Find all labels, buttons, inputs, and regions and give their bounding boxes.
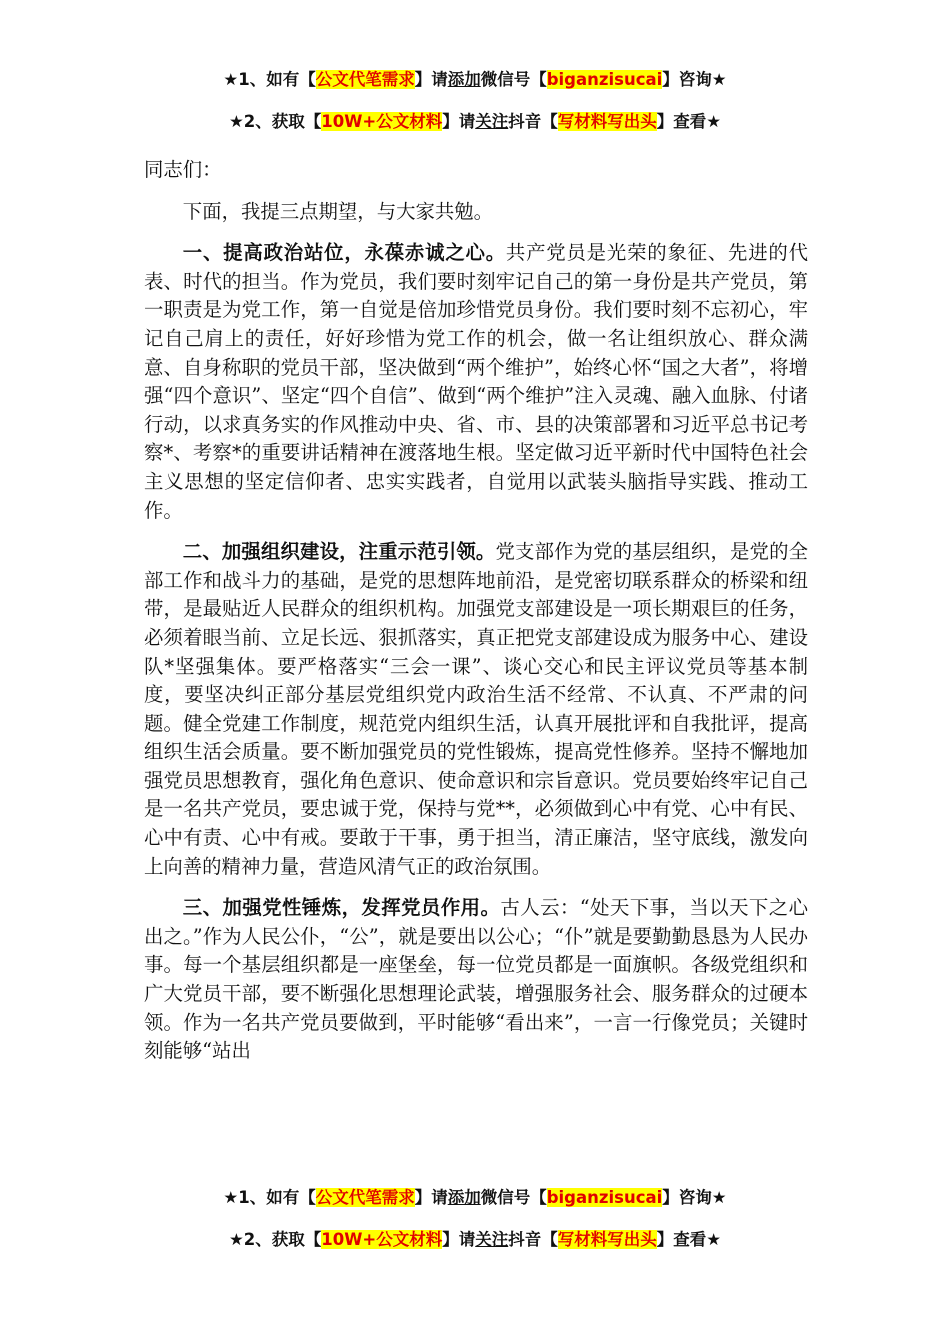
footer-ad-line-1 [0, 1186, 950, 1210]
section-3-text: 古人云：“处天下事，当以天下之心出之。”作为人民公仆，“公”，就是要出以公心；“仆”就是要勤勤恳恳为人民办事。每一个基层组织都是一座堡垒，每一位党员都是一面旗帜。各级党组织和广大党员干部，要不断强化思想理论武装，增强服务社会、服务群众的过硬本领。作为一名共产党员要做到，平时能够“看出来”，一言一行像党员；关键时刻能够“站出 [144, 896, 809, 1063]
section-2-heading: 二、加强组织建设，注重示范引领。 [182, 540, 496, 564]
footer-line2-start: ★2、获取【 [228, 1230, 322, 1249]
footer-line1-please: 】请 [414, 1188, 448, 1207]
header-line1-highlight-wechat-id: biganzisucai [546, 70, 663, 89]
section-1-heading: 一、提高政治站位，永葆赤诚之心。 [182, 241, 506, 265]
footer-line1-end: 】咨询★ [662, 1188, 727, 1207]
footer-line1-add: 添加 [447, 1188, 481, 1207]
header-ad-line-1 [0, 68, 950, 92]
section-2-paragraph [144, 538, 808, 881]
header-line2-highlight-account: 写材料写出头 [557, 112, 657, 131]
header-line2-please: 】请 [442, 112, 476, 131]
header-line1-start: ★1、如有【 [223, 70, 316, 89]
section-3-paragraph [144, 894, 808, 1066]
header-line2-start: ★2、获取【 [228, 112, 322, 131]
section-1-paragraph [144, 239, 808, 525]
section-2-text: 党支部作为党的基层组织，是党的全部工作和战斗力的基础，是党的思想阵地前沿，是党密切联系群众的桥梁和纽带，是最贴近人民群众的组织机构。加强党支部建设是一项长期艰巨的任务，必须着眼当前、立足长远、狠抓落实，真正把党支部建设成为服务中心、建设队*坚强集体。要严格落实“三会一课”、谈心交心和民主评议党员等基本制度，要坚决纠正部分基层党组织党内政治生活不经常、不认真、不严肃的问题。健全党建工作制度，规范党内组织生活，认真开展批评和自我批评，提高组织生活会质量。要不断加强党员的党性锻炼，提高党性修养。坚持不懈地加强党员思想教育，强化角色意识、使命意识和宗旨意识。党员要始终牢记自己是一名共产党员，要忠诚于党，保持与党**，必须做到心中有党、心中有民、心中有责、心中有戒。要敢于干事，勇于担当，清正廉洁，坚守底线，激发向上向善的精神力量，营造风清气正的政治氛围。 [144, 540, 809, 878]
footer-line1-highlight-wechat-id: biganzisucai [546, 1188, 663, 1207]
footer-line1-highlight-service: 公文代笔需求 [315, 1188, 415, 1207]
footer-line2-please: 】请 [442, 1230, 476, 1249]
footer-line1-start: ★1、如有【 [223, 1188, 316, 1207]
footer-line2-douyin: 抖音【 [508, 1230, 558, 1249]
section-1-text: 共产党员是光荣的象征、先进的代表、时代的担当。作为党员，我们要时刻牢记自己的第一身份是共产党员，第一职责是为党工作，第一自觉是倍加珍惜党员身份。我们要时刻不忘初心，牢记自己肩上的责任，好好珍惜为党工作的机会，做一名让组织放心、群众满意、自身称职的党员干部，坚决做到“两个维护”，始终心怀“国之大者”，将增强“四个意识”、坚定“四个自信”、做到“两个维护”注入灵魂、融入血脉、付诸行动，以求真务实的作风推动中央、省、市、县的决策部署和习近平总书记考察*、考察*的重要讲话精神在渡落地生根。坚定做习近平新时代中国特色社会主义思想的坚定信仰者、忠实实践者，自觉用以武装头脑指导实践、推动工作。 [144, 241, 809, 522]
header-line1-end: 】咨询★ [662, 70, 727, 89]
footer-line2-end: 】查看★ [656, 1230, 722, 1249]
salutation: 同志们： [144, 158, 222, 181]
footer-line2-highlight-account: 写材料写出头 [557, 1230, 657, 1249]
intro-paragraph: 下面，我提三点期望，与大家共勉。 [182, 199, 494, 223]
footer-line1-wechat: 微信号【 [480, 1188, 547, 1207]
header-ad-line-2 [0, 110, 950, 134]
header-line2-douyin: 抖音【 [508, 112, 558, 131]
header-line2-follow: 关注 [475, 112, 509, 131]
header-line1-please: 】请 [414, 70, 448, 89]
header-line1-add: 添加 [447, 70, 481, 89]
header-line1-highlight-service: 公文代笔需求 [315, 70, 415, 89]
footer-line2-highlight-materials: 10W+公文材料 [321, 1230, 443, 1249]
speech-body [144, 156, 808, 1066]
footer-ad-line-2 [0, 1228, 950, 1252]
footer-line2-follow: 关注 [475, 1230, 509, 1249]
header-line2-highlight-materials: 10W+公文材料 [321, 112, 443, 131]
section-3-heading: 三、加强党性锤炼，发挥党员作用。 [182, 896, 501, 920]
header-line2-end: 】查看★ [656, 112, 722, 131]
header-line1-wechat: 微信号【 [480, 70, 547, 89]
